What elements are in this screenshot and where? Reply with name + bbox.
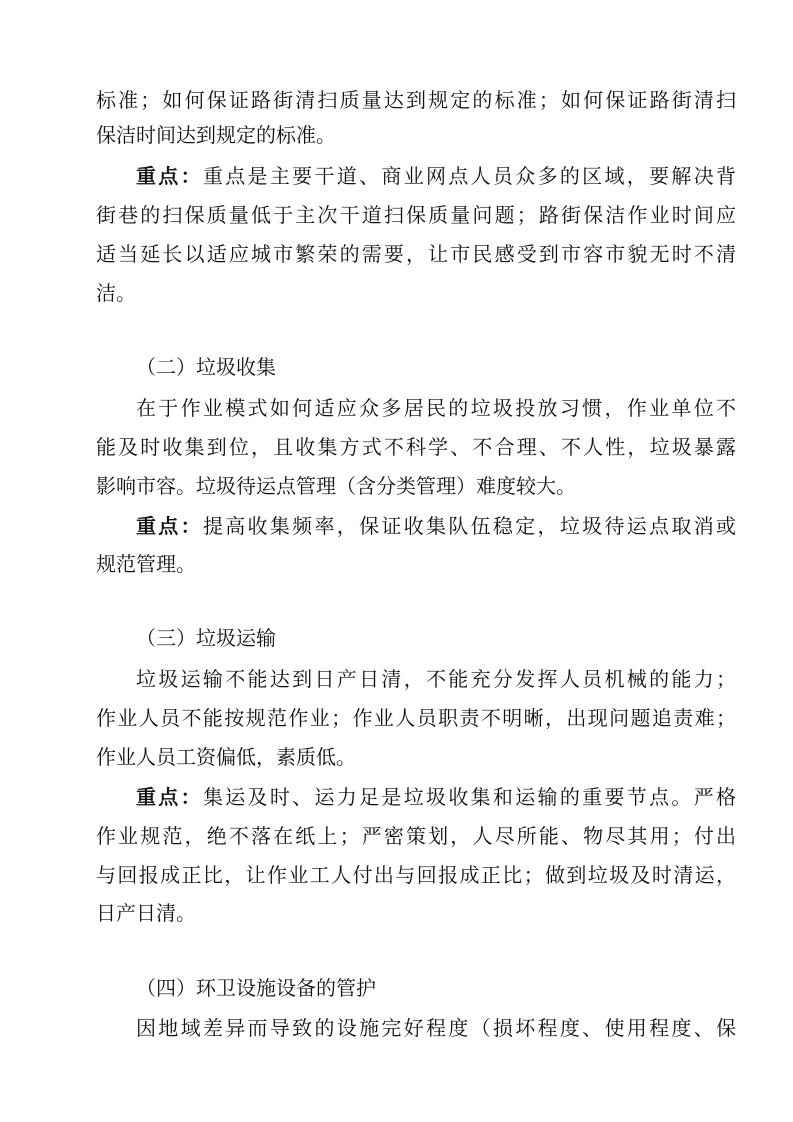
key-point-text: 提高收集频率，保证收集队伍稳定，垃圾待运点取消或 (202, 514, 737, 538)
key-point-line (136, 785, 736, 809)
key-point-text: 集运及时、运力足是垃圾收集和运输的重要节点。严格 (202, 785, 737, 809)
key-point-label: 重点： (136, 514, 203, 538)
paragraph-line: 影响市容。垃圾待运点管理（含分类管理）难度较大。 (96, 474, 576, 498)
paragraph-line: 日产日清。 (96, 901, 196, 925)
paragraph-line: 与回报成正比，让作业工人付出与回报成正比；做到垃圾及时清运， (96, 863, 736, 887)
paragraph-line: 规范管理。 (96, 552, 196, 576)
paragraph-line: 适当延长以适应城市繁荣的需要，让市民感受到市容市貌无时不清 (96, 242, 736, 266)
key-point-label: 重点： (136, 785, 203, 809)
paragraph-line: 作业人员工资偏低，素质低。 (96, 745, 356, 769)
paragraph-line: 保洁时间达到规定的标准。 (96, 123, 336, 147)
paragraph-line: 作业规范，绝不落在纸上；严密策划，人尽所能、物尽其用；付出 (96, 824, 736, 848)
section-heading: （四）环卫设施设备的管护 (136, 976, 376, 1000)
key-point-text: 重点是主要干道、商业网点人员众多的区域，要解决背 (202, 164, 737, 188)
paragraph-line: 因地域差异而导致的设施完好程度（损坏程度、使用程度、保 (136, 1016, 736, 1040)
paragraph-line: 能及时收集到位，且收集方式不科学、不合理、不人性，垃圾暴露 (96, 435, 736, 459)
section-heading: （二）垃圾收集 (136, 355, 276, 379)
key-point-line (136, 164, 736, 188)
paragraph-line: 垃圾运输不能达到日产日清，不能充分发挥人员机械的能力； (136, 667, 736, 691)
paragraph-line: 街巷的扫保质量低于主次干道扫保质量问题；路街保洁作业时间应 (96, 203, 736, 227)
paragraph-line: 在于作业模式如何适应众多居民的垃圾投放习惯，作业单位不 (136, 396, 736, 420)
paragraph-line: 作业人员不能按规范作业；作业人员职责不明晰，出现问题追责难； (96, 706, 736, 730)
paragraph-line: 标准；如何保证路街清扫质量达到规定的标准；如何保证路街清扫 (96, 88, 736, 112)
key-point-label: 重点： (136, 164, 203, 188)
paragraph-line: 洁。 (96, 281, 136, 305)
section-heading: （三）垃圾运输 (136, 626, 276, 650)
key-point-line (136, 514, 736, 538)
